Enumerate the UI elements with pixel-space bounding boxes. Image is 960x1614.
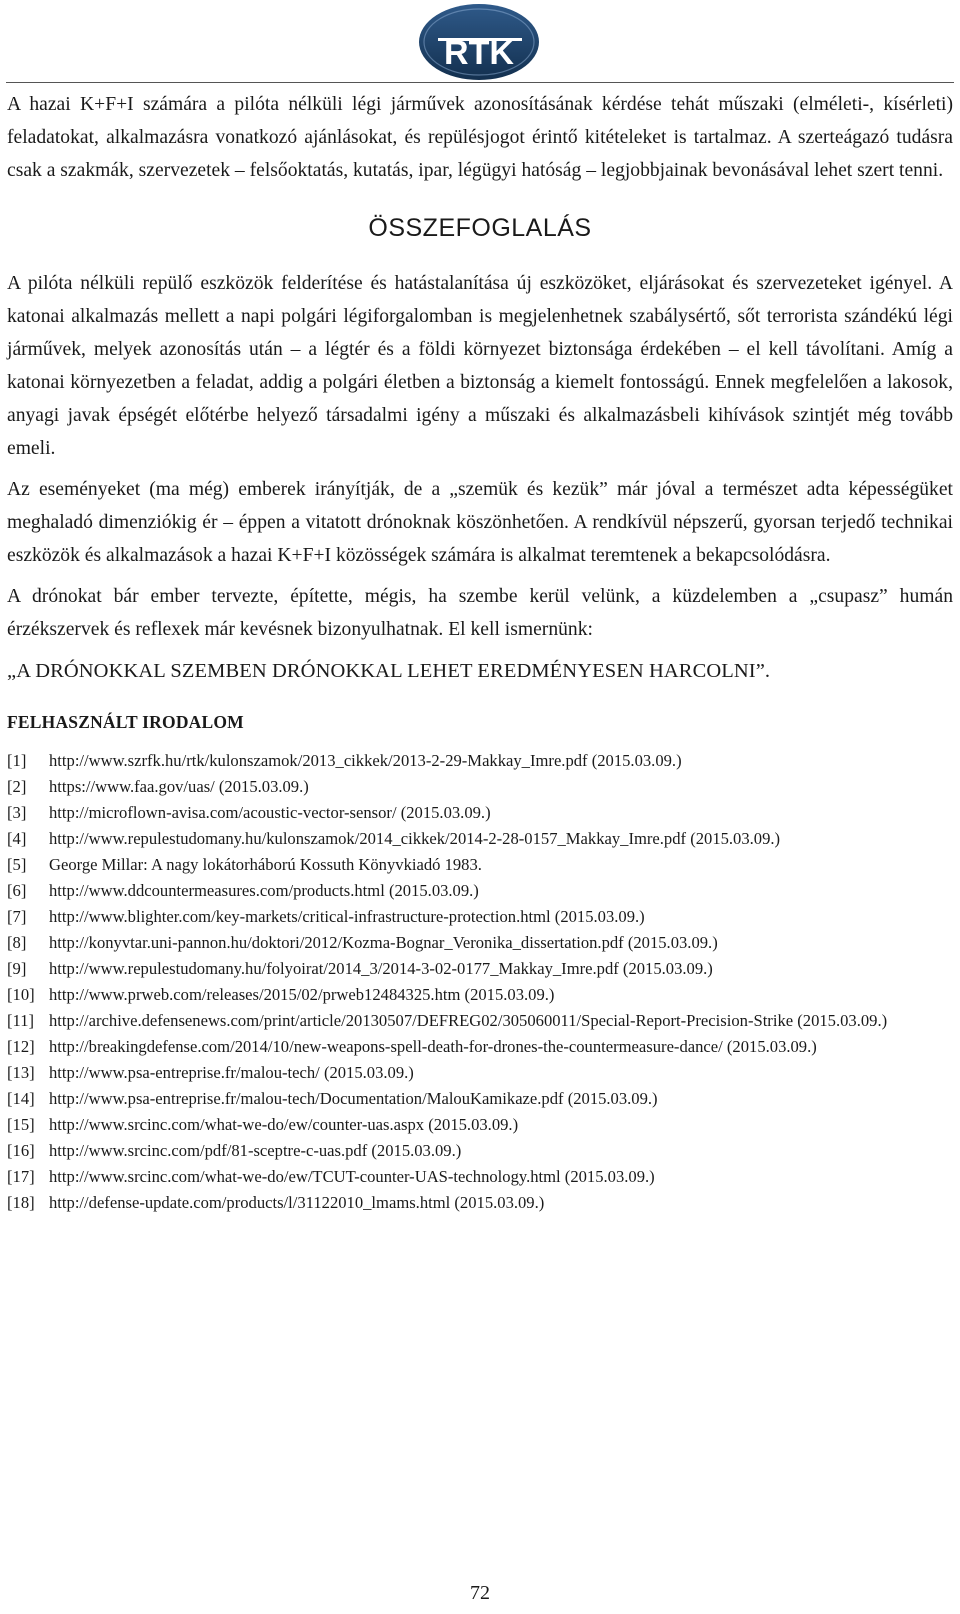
reference-text: http://www.psa-entreprise.fr/malou-tech/Documentation/MalouKamikaze.pdf (2015.03.09.) xyxy=(49,1089,658,1108)
reference-number: [3] xyxy=(7,803,27,822)
reference-item xyxy=(7,1112,953,1138)
reference-text: http://www.ddcountermeasures.com/products.html (2015.03.09.) xyxy=(49,881,479,900)
reference-item xyxy=(7,1138,953,1164)
reference-item xyxy=(7,904,953,930)
reference-text: http://www.psa-entreprise.fr/malou-tech/ (2015.03.09.) xyxy=(49,1063,414,1082)
reference-number: [15] xyxy=(7,1115,35,1134)
reference-number: [12] xyxy=(7,1037,35,1056)
reference-number: [13] xyxy=(7,1063,35,1082)
reference-text: http://www.srcinc.com/pdf/81-sceptre-c-uas.pdf (2015.03.09.) xyxy=(49,1141,462,1160)
reference-text: http://www.blighter.com/key-markets/critical-infrastructure-protection.html (2015.03.09.) xyxy=(49,907,645,926)
summary-paragraph-1: A pilóta nélküli repülő eszközök felderítése és hatástalanítása új eszközöket, eljárásokat és szervezeteket igényel. A katonai alkalmazás mellett a napi polgári légiforgalomban is megjelenhetnek szabálysértő, sőt terrorista szándékú légi járművek, melyek azonosítás után – a légtér és a földi környezet biztonsága érdekében – el kell távolítani. Amíg a katonai környezetben a feladat, addig a polgári életben a biztonság a kiemelt fontosságú. Ennek megfelelően a lakosok, anyagi javak épségét előtérbe helyező társadalmi igény a műszaki és alkalmazásbeli kihívások szintjét még tovább emeli. xyxy=(7,273,953,459)
reference-number: [16] xyxy=(7,1141,35,1160)
reference-text: http://microflown-avisa.com/acoustic-vector-sensor/ (2015.03.09.) xyxy=(49,803,491,822)
page-content xyxy=(7,88,953,1216)
header-rule xyxy=(6,82,954,83)
reference-item xyxy=(7,1008,953,1034)
reference-number: [18] xyxy=(7,1193,35,1212)
reference-text: http://www.szrfk.hu/rtk/kulonszamok/2013_cikkek/2013-2-29-Makkay_Imre.pdf (2015.03.09.) xyxy=(49,751,682,770)
reference-text: http://www.prweb.com/releases/2015/02/prweb12484325.htm (2015.03.09.) xyxy=(49,985,555,1004)
reference-item xyxy=(7,852,953,878)
reference-text: http://breakingdefense.com/2014/10/new-weapons-spell-death-for-drones-the-countermeasure-dance/ (2015.03.09.) xyxy=(49,1037,817,1056)
reference-number: [9] xyxy=(7,959,27,978)
reference-item xyxy=(7,1060,953,1086)
reference-text: http://www.srcinc.com/what-we-do/ew/TCUT-counter-UAS-technology.html (2015.03.09.) xyxy=(49,1167,655,1186)
reference-number: [10] xyxy=(7,985,35,1004)
reference-text: http://www.srcinc.com/what-we-do/ew/counter-uas.aspx (2015.03.09.) xyxy=(49,1115,519,1134)
reference-item xyxy=(7,956,953,982)
summary-paragraph-3: A drónokat bár ember tervezte, építette, mégis, ha szembe kerül velünk, a küzdelemben a „csupasz” humán érzékszervek és reflexek már kevésnek bizonyulhatnak. El kell ismernünk: xyxy=(7,586,953,640)
reference-text: https://www.faa.gov/uas/ (2015.03.09.) xyxy=(49,777,309,796)
reference-item xyxy=(7,1086,953,1112)
summary-heading: ÖSSZEFOGLALÁS xyxy=(368,214,592,242)
rtk-logo xyxy=(416,2,542,82)
reference-item xyxy=(7,982,953,1008)
reference-item xyxy=(7,930,953,956)
rtk-logo-icon xyxy=(416,2,542,82)
references-heading: FELHASZNÁLT IRODALOM xyxy=(7,712,244,732)
reference-number: [17] xyxy=(7,1167,35,1186)
reference-text: http://defense-update.com/products/l/31122010_lmams.html (2015.03.09.) xyxy=(49,1193,545,1212)
reference-text: http://archive.defensenews.com/print/article/20130507/DEFREG02/305060011/Special-Report-Precision-Strike (2015.03.09.) xyxy=(49,1011,888,1030)
reference-number: [4] xyxy=(7,829,27,848)
reference-number: [11] xyxy=(7,1011,35,1030)
reference-item xyxy=(7,748,953,774)
reference-text: http://www.repulestudomany.hu/kulonszamok/2014_cikkek/2014-2-28-0157_Makkay_Imre.pdf (2015.03.09.) xyxy=(49,829,781,848)
reference-item xyxy=(7,1034,953,1060)
reference-item xyxy=(7,826,953,852)
reference-number: [8] xyxy=(7,933,27,952)
reference-number: [1] xyxy=(7,751,27,770)
page-number: 72 xyxy=(470,1582,490,1604)
intro-paragraph: A hazai K+F+I számára a pilóta nélküli légi járművek azonosításának kérdése tehát műszaki (elméleti-, kísérleti) feladatokat, alkalmazásra vonatkozó ajánlásokat, és repülésjogot érintő kitételeket is tartalmaz. A szerteágazó tudásra csak a szakmák, szervezetek – felsőoktatás, kutatás, ipar, légügyi hatóság – legjobbjainak bevonásával lehet szert tenni. xyxy=(7,94,953,181)
reference-item xyxy=(7,774,953,800)
reference-list xyxy=(7,748,953,1216)
reference-number: [7] xyxy=(7,907,27,926)
reference-item xyxy=(7,800,953,826)
reference-number: [5] xyxy=(7,855,27,874)
logo-text: RTK xyxy=(444,34,514,72)
summary-paragraph-2: Az eseményeket (ma még) emberek irányítják, de a „szemük és kezük” már jóval a természet adta képességüket meghaladó dimenziókig ér – éppen a vitatott drónoknak köszönhetően. A rendkívül népszerű, gyorsan terjedő technikai eszközök és alkalmazások a hazai K+F+I közösségek számára is alkalmat teremtenek a bekapcsolódásra. xyxy=(7,479,953,566)
reference-number: [6] xyxy=(7,881,27,900)
reference-item xyxy=(7,878,953,904)
reference-number: [2] xyxy=(7,777,27,796)
reference-item xyxy=(7,1190,953,1216)
closing-statement: „A DRÓNOKKAL SZEMBEN DRÓNOKKAL LEHET EREDMÉNYESEN HARCOLNI”. xyxy=(7,660,771,682)
reference-number: [14] xyxy=(7,1089,35,1108)
reference-text: George Millar: A nagy lokátorháború Kossuth Könyvkiadó 1983. xyxy=(49,855,482,874)
reference-text: http://www.repulestudomany.hu/folyoirat/2014_3/2014-3-02-0177_Makkay_Imre.pdf (2015.03.09.) xyxy=(49,959,713,978)
reference-text: http://konyvtar.uni-pannon.hu/doktori/2012/Kozma-Bognar_Veronika_dissertation.pdf (2015.03.09.) xyxy=(49,933,718,952)
reference-item xyxy=(7,1164,953,1190)
